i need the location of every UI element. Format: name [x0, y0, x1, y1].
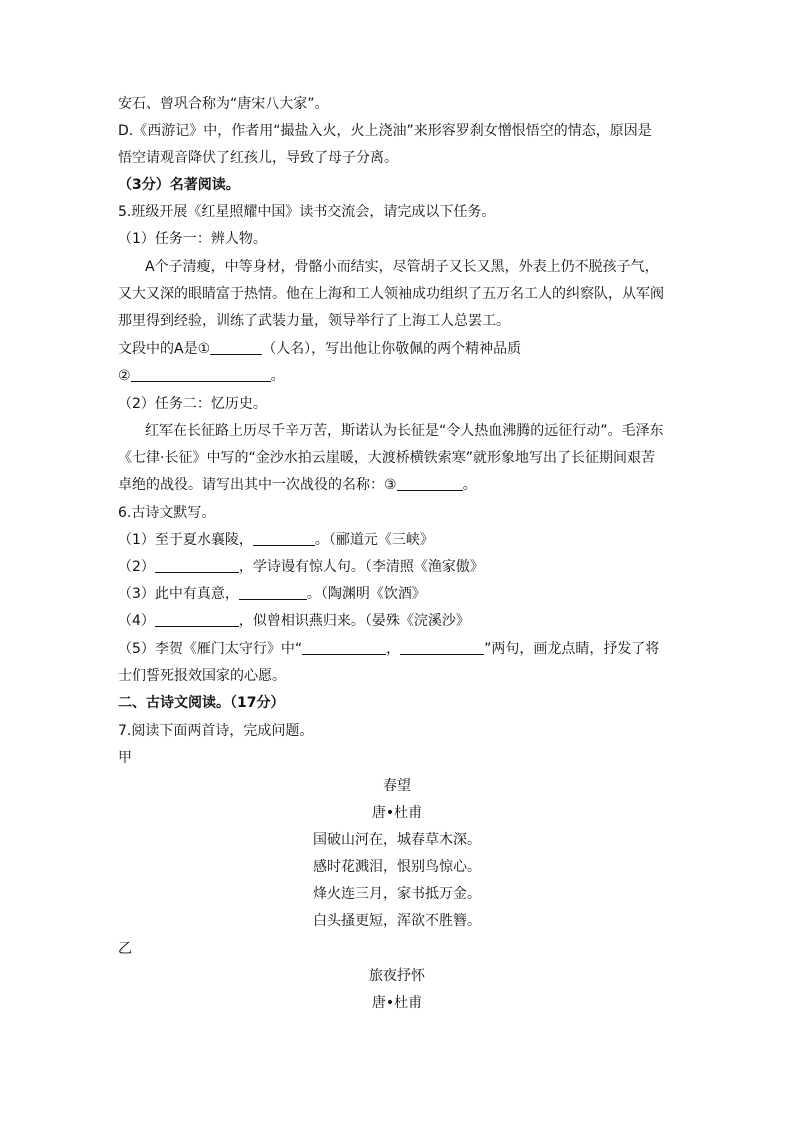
text-line: A个子清瘦，中等身材，骨骼小而结实，尽管胡子又长又黑，外表上仍不脱孩子气，: [145, 259, 659, 275]
text-segment: ”两句，画龙点睛，抒发了将: [484, 641, 660, 657]
text-segment: （1）至于夏水襄陵，: [118, 532, 253, 548]
text-segment: 。（郦道元《三峡》: [314, 532, 434, 548]
answer-blank[interactable]: [397, 476, 463, 491]
answer-blank[interactable]: [400, 640, 484, 655]
fill-in-line: [118, 557, 484, 577]
task-heading: （1）任务一：辨人物。: [118, 231, 267, 247]
poem-title: 旅夜抒怀: [369, 968, 425, 984]
fill-in-line: [118, 584, 426, 604]
question-line: 6.古诗文默写。: [118, 505, 216, 521]
text-segment: ，似曾相识燕归来。（晏殊《浣溪沙》: [238, 613, 470, 629]
text-line: D.《西游记》中，作者用“撮盐入火，火上浇油”来形容罗刹女憎恨悟空的情态，原因是: [118, 123, 652, 139]
poem-marker: 乙: [118, 941, 132, 957]
section-heading: （3分）名著阅读。: [118, 177, 240, 193]
answer-blank[interactable]: [302, 640, 386, 655]
text-segment: 卓绝的战役。请写出其中一次战役的名称：③: [118, 477, 397, 493]
answer-blank[interactable]: [131, 367, 271, 382]
text-segment: 。（陶渊明《饮酒》: [306, 586, 426, 602]
text-segment: （人名），写出他让你敬佩的两个精神品质: [262, 341, 522, 357]
poem-title: 春望: [383, 778, 411, 794]
poem-author: 唐•杜甫: [371, 995, 423, 1011]
text-line: 悟空请观音降伏了红孩儿，导致了母子分离。: [118, 150, 398, 166]
text-segment: （4）: [118, 613, 155, 629]
text-line: 士们誓死报效国家的心愿。: [118, 668, 286, 684]
answer-blank[interactable]: [239, 585, 307, 600]
poem-line: 感时花溅泪，恨别鸟惊心。: [313, 859, 481, 875]
text-segment: ②: [118, 368, 131, 384]
fill-in-line: [118, 475, 477, 495]
section-heading: 二、古诗文阅读。（17分）: [118, 695, 285, 711]
text-segment: 。: [270, 368, 285, 384]
text-segment: （2）: [118, 559, 155, 575]
question-line: 7.阅读下面两首诗，完成问题。: [118, 723, 314, 739]
poem-line: 烽火连三月，家书抵万金。: [313, 886, 481, 902]
text-segment: （5）李贺《雁门太守行》中“: [118, 641, 303, 657]
text-segment: 。: [462, 477, 477, 493]
text-line: 又大又深的眼睛富于热情。他在上海和工人领袖成功组织了五万名工人的纠察队，从军阀: [118, 286, 664, 302]
answer-blank[interactable]: [253, 531, 315, 546]
text-line: 《七律·长征》中写的“金沙水拍云崖暖，大渡桥横铁索寒”就形象地写出了长征期间艰苦: [118, 450, 655, 466]
poem-line: 白头搔更短，浑欲不胜簪。: [313, 913, 481, 929]
answer-blank[interactable]: [155, 612, 239, 627]
answer-blank[interactable]: [155, 558, 239, 573]
fill-in-line: [118, 530, 434, 550]
text-segment: 文段中的A是①: [118, 341, 211, 357]
question-line: 5.班级开展《红星照耀中国》读书交流会，请完成以下任务。: [118, 204, 496, 220]
text-segment: （3）此中有真意，: [118, 586, 239, 602]
text-line: 红军在长征路上历尽千辛万苦，斯诺认为长征是“令人热血沸腾的远征行动”。毛泽东: [145, 423, 664, 439]
text-line: 那里得到经验，训练了武装力量，领导举行了上海工人总罢工。: [118, 313, 510, 329]
fill-in-line: [118, 639, 659, 659]
task-heading: （2）任务二：忆历史。: [118, 396, 267, 412]
fill-in-line: [118, 366, 285, 386]
fill-in-line: [118, 339, 521, 359]
answer-blank[interactable]: [210, 340, 262, 355]
fill-in-line: [118, 611, 470, 631]
poem-author: 唐•杜甫: [371, 805, 423, 821]
text-segment: ，: [386, 641, 401, 657]
poem-line: 国破山河在，城春草木深。: [313, 832, 481, 848]
text-line: 安石、曾巩合称为“唐宋八大家”。: [118, 96, 329, 112]
text-segment: ，学诗谩有惊人句。（李清照《渔家傲》: [238, 559, 484, 575]
poem-marker: 甲: [118, 750, 132, 766]
